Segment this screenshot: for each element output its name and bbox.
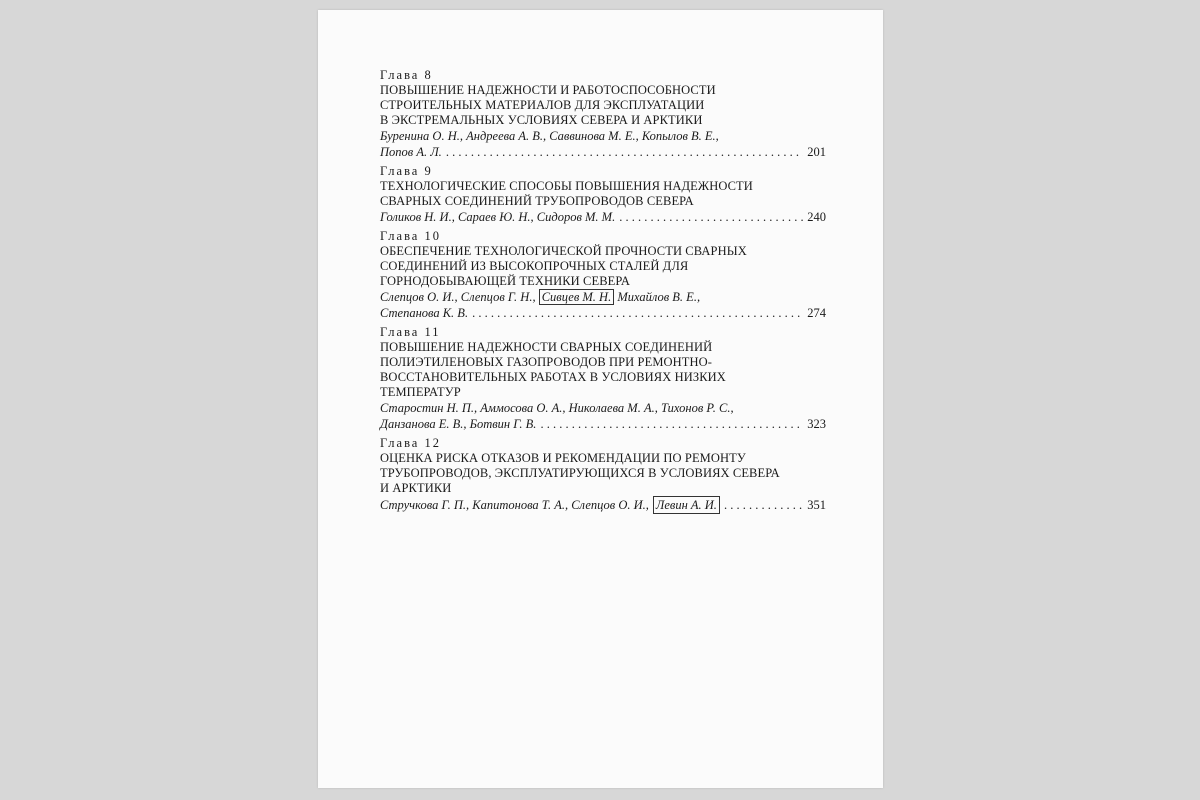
chapter-authors bbox=[380, 209, 826, 225]
authors-text: Слепцов О. И., Слепцов Г. Н., bbox=[380, 290, 536, 304]
chapter-title bbox=[380, 340, 826, 400]
toc-chapter-10 bbox=[380, 229, 826, 321]
authors-line: Старостин Н. П., Аммосова О. А., Николаева М. А., Тихонов Р. С., bbox=[380, 401, 734, 415]
title-line: И АРКТИКИ bbox=[380, 481, 452, 495]
page-number: 351 bbox=[807, 498, 826, 512]
title-line: ОЦЕНКА РИСКА ОТКАЗОВ И РЕКОМЕНДАЦИИ ПО РЕМОНТУ bbox=[380, 451, 746, 465]
title-line: ПОВЫШЕНИЕ НАДЕЖНОСТИ И РАБОТОСПОСОБНОСТИ bbox=[380, 83, 716, 97]
page-number: 201 bbox=[807, 145, 826, 159]
title-line: ТЕХНОЛОГИЧЕСКИЕ СПОСОБЫ ПОВЫШЕНИЯ НАДЕЖНОСТИ bbox=[380, 179, 753, 193]
title-line: В ЭКСТРЕМАЛЬНЫХ УСЛОВИЯХ СЕВЕРА И АРКТИКИ bbox=[380, 113, 703, 127]
highlighted-author: Сивцев М. Н. bbox=[539, 289, 615, 305]
authors-text: Попов А. Л. bbox=[380, 145, 442, 159]
toc-chapter-12 bbox=[380, 436, 826, 514]
title-line: СТРОИТЕЛЬНЫХ МАТЕРИАЛОВ ДЛЯ ЭКСПЛУАТАЦИИ bbox=[380, 98, 705, 112]
authors-line bbox=[380, 496, 826, 514]
title-line: СВАРНЫХ СОЕДИНЕНИЙ ТРУБОПРОВОДОВ СЕВЕРА bbox=[380, 194, 694, 208]
leader-dots bbox=[619, 209, 803, 225]
show-through bbox=[468, 580, 748, 750]
chapter-authors bbox=[380, 128, 826, 160]
authors-text: Голиков Н. И., Сараев Ю. Н., Сидоров М. М. bbox=[380, 210, 616, 224]
title-line: ГОРНОДОБЫВАЮЩЕЙ ТЕХНИКИ СЕВЕРА bbox=[380, 274, 630, 288]
authors-line bbox=[380, 209, 826, 225]
chapter-title bbox=[380, 244, 826, 289]
title-line: ВОССТАНОВИТЕЛЬНЫХ РАБОТАХ В УСЛОВИЯХ НИЗКИХ bbox=[380, 370, 726, 384]
chapter-label: Глава 10 bbox=[380, 229, 441, 243]
page-number: 240 bbox=[807, 210, 826, 224]
title-line: ТЕМПЕРАТУР bbox=[380, 385, 461, 399]
toc-chapter-8 bbox=[380, 68, 826, 160]
authors-text: Данзанова Е. В., Ботвин Г. В. bbox=[380, 417, 537, 431]
chapter-title bbox=[380, 451, 826, 496]
leader-dots bbox=[446, 144, 803, 160]
authors-line: Буренина О. Н., Андреева А. В., Саввинова М. Е., Копылов В. Е., bbox=[380, 129, 719, 143]
document-page bbox=[318, 10, 883, 788]
authors-line bbox=[380, 416, 826, 432]
leader-dots bbox=[472, 305, 803, 321]
leader-dots bbox=[540, 416, 803, 432]
title-line: ОБЕСПЕЧЕНИЕ ТЕХНОЛОГИЧЕСКОЙ ПРОЧНОСТИ СВАРНЫХ bbox=[380, 244, 747, 258]
chapter-authors bbox=[380, 496, 826, 514]
authors-line bbox=[380, 144, 826, 160]
authors-line bbox=[380, 289, 826, 305]
chapter-authors bbox=[380, 289, 826, 321]
toc-chapter-11 bbox=[380, 325, 826, 432]
title-line: ПОЛИЭТИЛЕНОВЫХ ГАЗОПРОВОДОВ ПРИ РЕМОНТНО- bbox=[380, 355, 713, 369]
authors-text: Степанова К. В. bbox=[380, 306, 469, 320]
chapter-label: Глава 9 bbox=[380, 164, 433, 178]
table-of-contents bbox=[380, 68, 826, 518]
chapter-label: Глава 11 bbox=[380, 325, 441, 339]
page-number: 274 bbox=[807, 306, 826, 320]
chapter-title bbox=[380, 179, 826, 209]
chapter-label: Глава 12 bbox=[380, 436, 441, 450]
page-number: 323 bbox=[807, 417, 826, 431]
toc-chapter-9 bbox=[380, 164, 826, 225]
authors-text: Михайлов В. Е., bbox=[617, 290, 701, 304]
authors-line bbox=[380, 305, 826, 321]
title-line: ТРУБОПРОВОДОВ, ЭКСПЛУАТИРУЮЩИХСЯ В УСЛОВИЯХ СЕВЕРА bbox=[380, 466, 780, 480]
chapter-authors bbox=[380, 400, 826, 432]
chapter-label: Глава 8 bbox=[380, 68, 433, 82]
authors-text: Стручкова Г. П., Капитонова Т. А., Слепцов О. И., bbox=[380, 498, 649, 512]
title-line: СОЕДИНЕНИЙ ИЗ ВЫСОКОПРОЧНЫХ СТАЛЕЙ ДЛЯ bbox=[380, 259, 689, 273]
highlighted-author: Левин А. И. bbox=[653, 496, 720, 514]
leader-dots bbox=[724, 497, 803, 513]
title-line: ПОВЫШЕНИЕ НАДЕЖНОСТИ СВАРНЫХ СОЕДИНЕНИЙ bbox=[380, 340, 713, 354]
chapter-title bbox=[380, 83, 826, 128]
